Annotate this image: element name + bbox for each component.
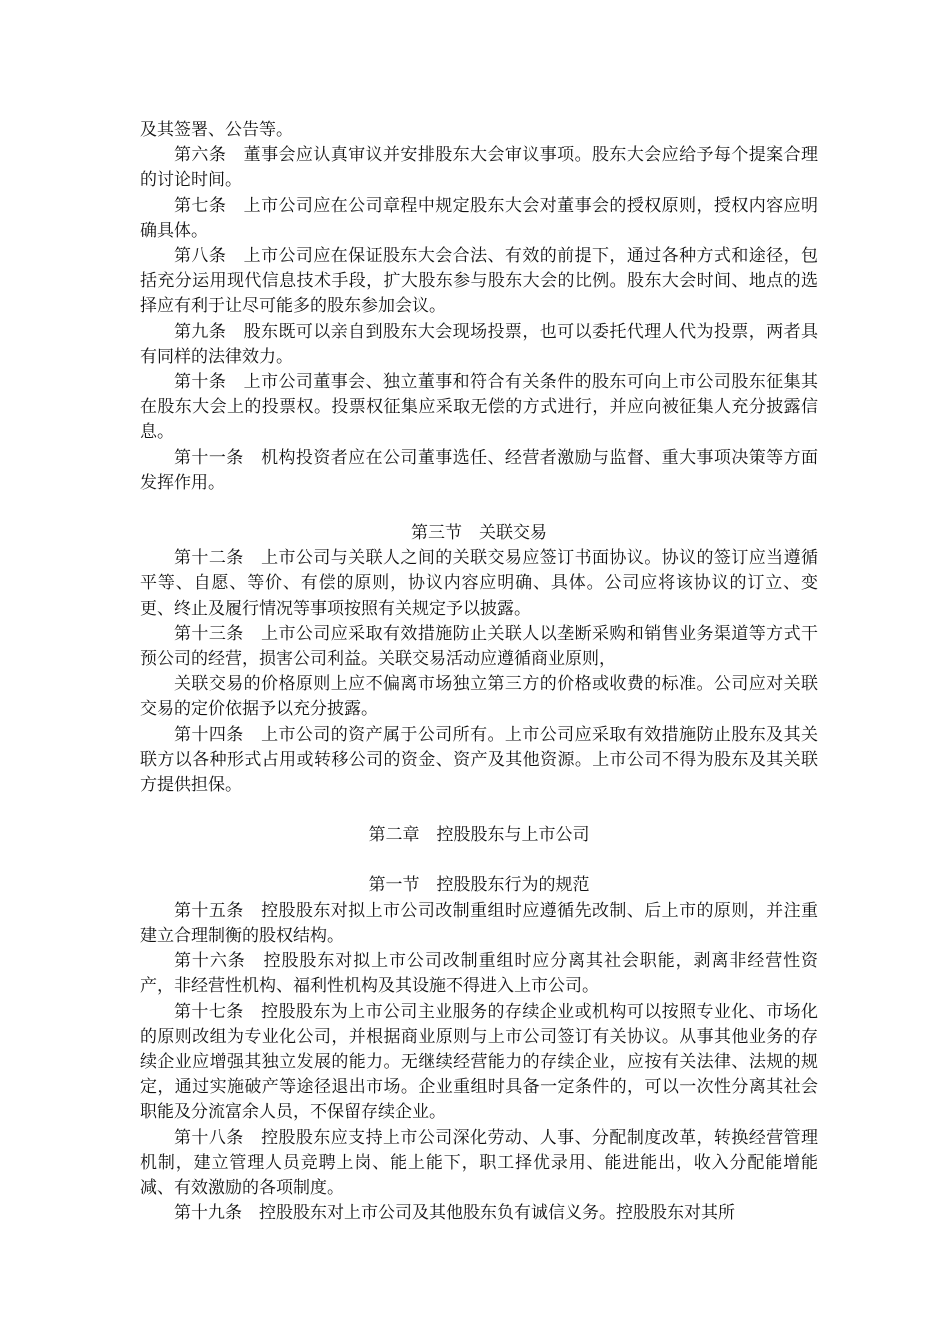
article-label: 第十七条 (174, 1001, 244, 1022)
paragraph-text: 及其签署、公告等。 (140, 120, 293, 140)
article-text: 控股股东为上市公司主业服务的存续企业或机构可以按照专业化、市场化的原则改组为专业化公司，并根据商业原则与上市公司签订有关协议。从事其他业务的存续企业应增强其独立发展的能力。无继续经营能力的存续企业，应按有关法律、法规的规定，通过实施破产等途径退出市场。企业重组时具备一定条件的，可以一次性分离其社会职能及分流富余人员，不保留存续企业。 (140, 1001, 819, 1123)
article-text: 上市公司应采取有效措施防止关联人以垄断采购和销售业务渠道等方式干预公司的经营，损害公司利益。关联交易活动应遵循商业原则， (140, 623, 819, 670)
chapter-heading: 第二章 控股股东与上市公司 (368, 825, 590, 846)
article-text: 控股股东应支持上市公司深化劳动、人事、分配制度改革，转换经营管理机制，建立管理人员竞聘上岗、能上能下，职工择优录用、能进能出，收入分配能增能减、有效激励的各项制度。 (140, 1127, 819, 1198)
article-text: 控股股东对拟上市公司改制重组时应遵循先改制、后上市的原则，并注重建立合理制衡的股权结构。 (140, 900, 819, 946)
spacer (140, 848, 818, 873)
article-label: 第六条 (174, 145, 227, 166)
article-text: 控股股东对上市公司及其他股东负有诚信义务。控股股东对其所 (259, 1203, 735, 1224)
paragraph-text: 关联交易的价格原则上应不偏离市场独立第三方的价格或收费的标准。公司应对关联交易的定价依据予以充分披露。 (140, 674, 818, 720)
article-label: 第十五条 (174, 900, 244, 921)
article-text: 上市公司董事会、独立董事和符合有关条件的股东可向上市公司股东征集其在股东大会上的投票权。投票权征集应采取无偿的方式进行，并应向被征集人充分披露信息。 (140, 372, 819, 443)
article-15 (140, 899, 818, 949)
section-heading: 第一节 控股股东行为的规范 (368, 875, 590, 896)
article-6 (140, 143, 818, 193)
article-label: 第十三条 (174, 623, 244, 644)
section-heading: 第三节 关联交易 (411, 523, 547, 544)
spacer (140, 496, 818, 521)
article-17 (140, 1000, 818, 1126)
article-text: 机构投资者应在公司董事选任、经营者激励与监督、重大事项决策等方面发挥作用。 (140, 447, 819, 493)
article-label: 第十四条 (174, 724, 244, 745)
article-label: 第九条 (174, 321, 227, 342)
document-page (140, 118, 818, 1226)
article-label: 第十六条 (174, 951, 246, 972)
article-11 (140, 446, 818, 496)
article-13-continuation (140, 672, 818, 722)
article-text: 股东既可以亲自到股东大会现场投票，也可以委托代理人代为投票，两者具有同样的法律效力。 (140, 321, 819, 367)
article-7 (140, 194, 818, 244)
article-12 (140, 546, 818, 622)
article-9 (140, 320, 818, 370)
article-text: 董事会应认真审议并安排股东大会审议事项。股东大会应给予每个提案合理的讨论时间。 (140, 145, 819, 191)
article-text: 上市公司的资产属于公司所有。上市公司应采取有效措施防止股东及其关联方以各种形式占用或转移公司的资金、资产及其他资源。上市公司不得为股东及其关联方提供担保。 (140, 724, 819, 796)
article-label: 第十八条 (174, 1127, 244, 1148)
paragraph-continuation (140, 118, 818, 143)
article-13 (140, 622, 818, 672)
article-14 (140, 723, 818, 799)
article-text: 控股股东对拟上市公司改制重组时应分离其社会职能，剥离非经营性资产，非经营性机构、福利性机构及其设施不得进入上市公司。 (140, 951, 819, 997)
article-text: 上市公司与关联人之间的关联交易应签订书面协议。协议的签订应当遵循平等、自愿、等价、有偿的原则，协议内容应明确、具体。公司应将该协议的订立、变更、终止及履行情况等事项按照有关规定予以披露。 (140, 548, 819, 619)
article-text: 上市公司应在公司章程中规定股东大会对董事会的授权原则，授权内容应明确具体。 (140, 195, 819, 241)
article-18 (140, 1126, 818, 1202)
article-label: 第十二条 (174, 548, 244, 569)
article-8 (140, 244, 818, 320)
article-16 (140, 949, 818, 999)
article-label: 第十一条 (174, 447, 244, 468)
article-label: 第十条 (174, 372, 227, 393)
article-text: 上市公司应在保证股东大会合法、有效的前提下，通过各种方式和途径，包括充分运用现代信息技术手段，扩大股东参与股东大会的比例。股东大会时间、地点的选择应有利于让尽可能多的股东参加会议。 (140, 246, 819, 317)
article-10 (140, 370, 818, 446)
article-19 (140, 1201, 818, 1226)
article-label: 第十九条 (174, 1203, 242, 1224)
article-label: 第八条 (174, 246, 227, 267)
spacer (140, 798, 818, 823)
article-label: 第七条 (174, 195, 227, 216)
